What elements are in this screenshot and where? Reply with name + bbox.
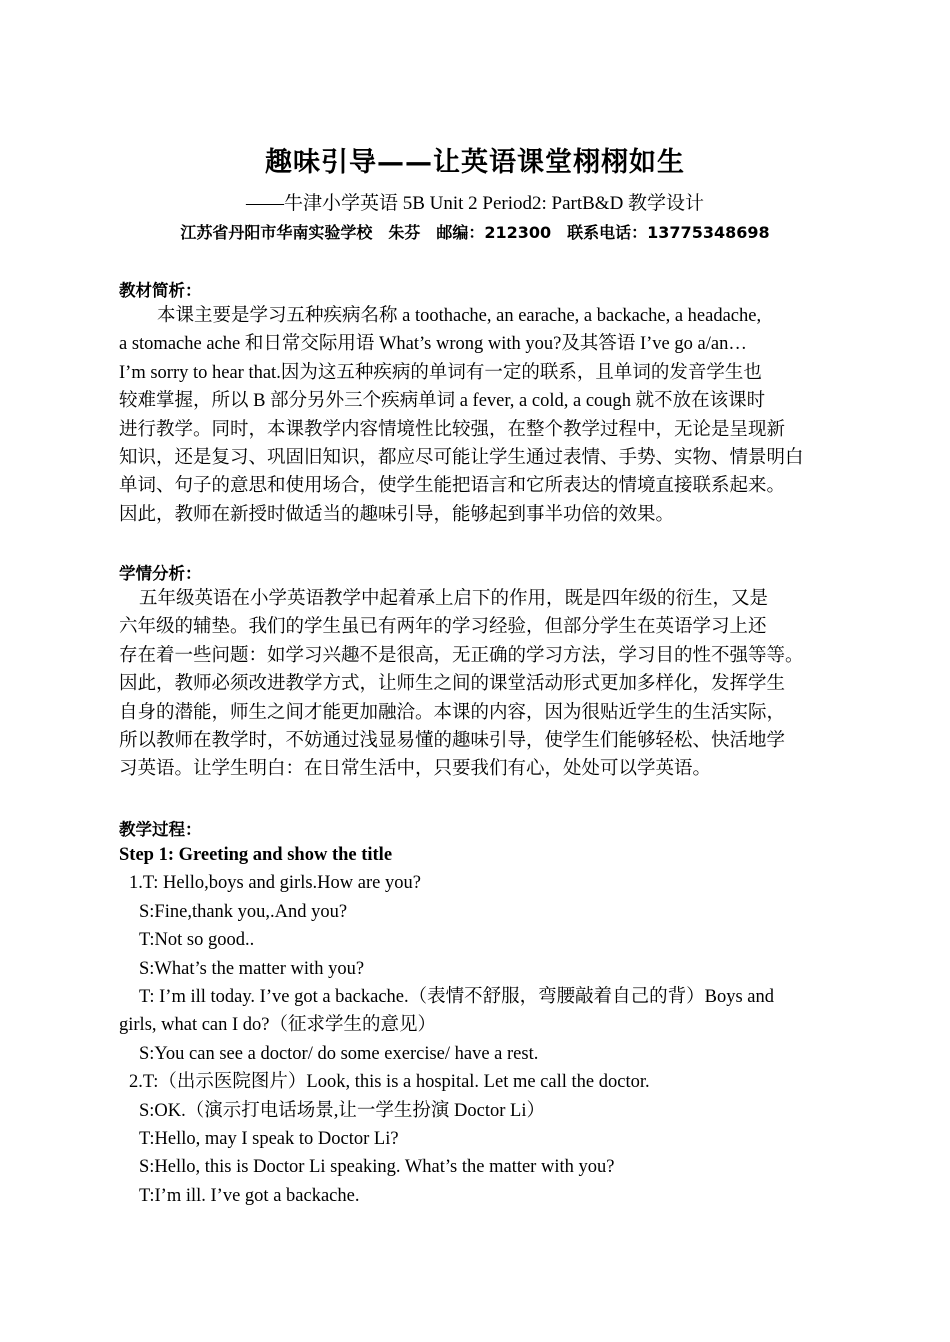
paragraph-line: 五年级英语在小学英语教学中起着承上启下的作用，既是四年级的衍生，又是 <box>139 589 769 609</box>
dialogue-line: girls, what can I do?（征求学生的意见） <box>119 1015 437 1036</box>
paragraph-line: 本课主要是学习五种疾病名称 a toothache, an earache, a backache, a headache, <box>157 306 762 326</box>
step-title: Step 1: Greeting and show the title <box>119 845 393 865</box>
paragraph-line: a stomache ache 和日常交际用语 What’s wrong with you?及其答语 I’ve go a/an… <box>119 334 747 355</box>
dialogue-line: S:Fine,thank you,.And you? <box>139 901 348 922</box>
paragraph-line: 所以教师在教学时，不妨通过浅显易懂的趣味引导，使学生们能够轻松、快活地学 <box>119 730 786 751</box>
paragraph-line: I’m sorry to hear that.因为这五种疾病的单词有一定的联系，且单词的发音学生也 <box>119 362 762 383</box>
dialogue-line: T:Hello, may I speak to Doctor Li? <box>139 1128 399 1149</box>
dialogue-line: 2.T:（出示医院图片）Look, this is a hospital. Let me call the doctor. <box>129 1072 650 1093</box>
section-heading-students: 学情分析： <box>119 564 202 583</box>
author-line: 江苏省丹阳市华南实验学校 朱芬 邮编：212300 联系电话：13775348698 <box>180 223 770 242</box>
dialogue-line: S:OK.（演示打电话场景,让一学生扮演 Doctor Li） <box>139 1100 545 1121</box>
dialogue-line: T: I’m ill today. I’ve got a backache.（表情不舒服，弯腰敲着自己的背）Boys and <box>139 986 774 1007</box>
paragraph-line: 因此，教师必须改进教学方式，让师生之间的课堂活动形式更加多样化，发挥学生 <box>119 674 786 695</box>
dialogue-line: S:What’s the matter with you? <box>139 958 365 979</box>
dialogue-line: 1.T: Hello,boys and girls.How are you? <box>129 873 421 894</box>
dialogue-line: T:I’m ill. I’ve got a backache. <box>139 1185 360 1206</box>
paragraph-line: 单词、句子的意思和使用场合，使学生能把语言和它所表达的情境直接联系起来。 <box>119 476 786 497</box>
document-title: 趣味引导——让英语课堂栩栩如生 <box>265 147 685 178</box>
process-content <box>119 841 839 1210</box>
document-subtitle: ——牛津小学英语 5B Unit 2 Period2: PartB&D 教学设计 <box>245 193 705 214</box>
dialogue-line: S:You can see a doctor/ do some exercise/ have a rest. <box>139 1043 539 1064</box>
paragraph-line: 习英语。让学生明白：在日常生活中，只要我们有心，处处可以学英语。 <box>119 759 712 780</box>
students-paragraph <box>119 585 849 784</box>
section-heading-process: 教学过程： <box>119 820 202 839</box>
paragraph-line: 自身的潜能，师生之间才能更加融洽。本课的内容，因为很贴近学生的生活实际， <box>119 702 786 723</box>
section-heading-materials: 教材简析： <box>119 281 202 300</box>
paragraph-line: 知识，还是复习、巩固旧知识，都应尽可能让学生通过表情、手势、实物、情景明白 <box>119 447 804 468</box>
paragraph-line: 因此，教师在新授时做适当的趣味引导，能够起到事半功倍的效果。 <box>119 504 675 525</box>
dialogue-line: S:Hello, this is Doctor Li speaking. What’s the matter with you? <box>139 1157 615 1178</box>
dialogue-line: T:Not so good.. <box>139 930 255 951</box>
paragraph-line: 较难掌握，所以 B 部分另外三个疾病单词 a fever, a cold, a cough 就不放在该课时 <box>119 391 766 412</box>
paragraph-line: 存在着一些问题：如学习兴趣不是很高，无正确的学习方法，学习目的性不强等等。 <box>119 645 804 666</box>
materials-paragraph <box>119 302 839 529</box>
paragraph-line: 六年级的辅垫。我们的学生虽已有两年的学习经验，但部分学生在英语学习上还 <box>119 617 767 638</box>
paragraph-line: 进行教学。同时，本课教学内容情境性比较强，在整个教学过程中，无论是呈现新 <box>119 419 786 440</box>
